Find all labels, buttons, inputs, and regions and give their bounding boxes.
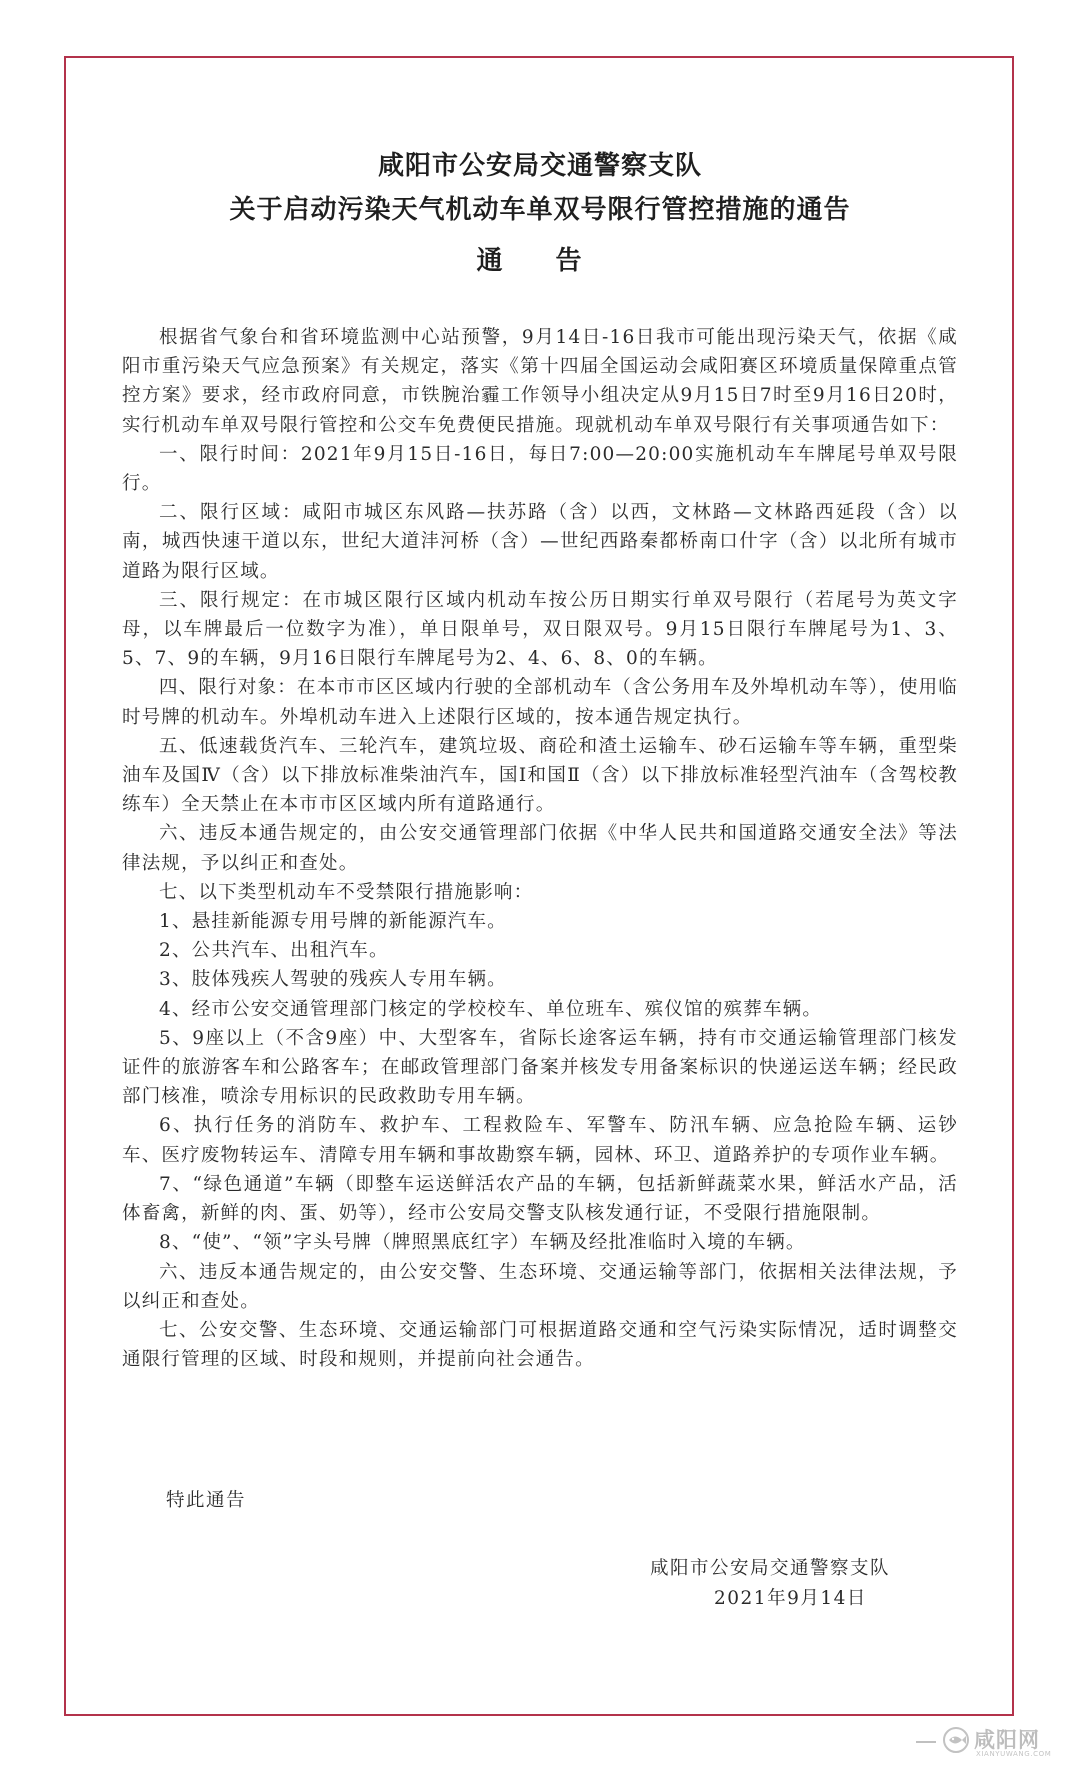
body-paragraph: 5、9座以上（不含9座）中、大型客车，省际长途客运车辆，持有市交通运输管理部门核发证件的旅游客车和公路客车；在邮政管理部门备案并核发专用备案标识的快递运送车辆；经民政部门核准，喷涂专用标识的民政救助专用车辆。: [122, 1027, 958, 1108]
body-paragraph: 六、违反本通告规定的，由公安交通管理部门依据《中华人民共和国道路交通安全法》等法律法规，予以纠正和查处。: [122, 823, 958, 874]
notice-heading: 通 告: [476, 246, 604, 276]
body-paragraph: 二、限行区域：咸阳市城区东风路—扶苏路（含）以西，文林路—文林路西延段（含）以南，城西快速干道以东，世纪大道沣河桥（含）—世纪西路秦都桥南口什字（含）以北所有城市道路为限行区域。: [122, 502, 958, 582]
signature-block: [650, 1554, 950, 1614]
body-paragraph: 一、限行时间：2021年9月15日-16日，每日7:00—20:00实施机动车车牌尾号单双号限行。: [122, 443, 958, 495]
notice-body: [122, 323, 958, 1374]
site-watermark: [916, 1723, 1066, 1761]
body-paragraph: 1、悬挂新能源专用号牌的新能源汽车。: [159, 911, 507, 933]
body-paragraph: 四、限行对象：在本市市区区域内行驶的全部机动车（含公务用车及外埠机动车等），使用临时号牌的机动车。外埠机动车进入上述限行区域的，按本通告规定执行。: [122, 677, 958, 728]
document-header: [0, 144, 1080, 277]
body-paragraph: 4、经市公安交通管理部门核定的学校校车、单位班车、殡仪馆的殡葬车辆。: [159, 998, 823, 1020]
document-title-issuer: 咸阳市公安局交通警察支队: [377, 151, 702, 181]
body-paragraph: 七、以下类型机动车不受禁限行措施影响：: [159, 881, 534, 903]
body-paragraph: 3、肢体残疾人驾驶的残疾人专用车辆。: [159, 969, 507, 991]
body-paragraph: 7、“绿色通道”车辆（即整车运送鲜活农产品的车辆，包括新鲜蔬菜水果，鲜活水产品，活体畜禽，新鲜的肉、蛋、奶等），经市公安局交警支队核发通行证，不受限行措施限制。: [122, 1173, 958, 1225]
watermark-dash: [916, 1741, 936, 1743]
body-paragraph: 七、公安交警、生态环境、交通运输部门可根据道路交通和空气污染实际情况，适时调整交通限行管理的区域、时段和规则，并提前向社会通告。: [122, 1319, 958, 1371]
body-paragraph: 三、限行规定：在市城区限行区域内机动车按公历日期实行单双号限行（若尾号为英文字母，以车牌最后一位数字为准），单日限单号，双日限双号。9月15日限行车牌尾号为1、3、5、7、9的车辆，9月16日限行车牌尾号为2、4、6、8、0的车辆。: [122, 589, 958, 670]
body-paragraph: 6、执行任务的消防车、救护车、工程救险车、军警车、防汛车辆、应急抢险车辆、运钞车、医疗废物转运车、清障专用车辆和事故勘察车辆，园林、环卫、道路养护的专项作业车辆。: [122, 1115, 958, 1166]
body-paragraph: 8、“使”、“领”字头号牌（牌照黑底红字）车辆及经批准临时入境的车辆。: [159, 1232, 806, 1254]
body-paragraph: 根据省气象台和省环境监测中心站预警，9月14日-16日我市可能出现污染天气，依据《咸阳市重污染天气应急预案》有关规定，落实《第十四届全国运动会咸阳赛区环境质量保障重点管控方案》要求，经市政府同意，市铁腕治霾工作领导小组决定从9月15日7时至9月16日20时，实行机动车单双号限行管控和公交车免费便民措施。现就机动车单双号限行有关事项通告如下：: [122, 327, 958, 436]
fish-logo-icon: [942, 1726, 970, 1754]
watermark-site-name: 咸阳网: [974, 1728, 1040, 1752]
signature-organization: 咸阳市公安局交通警察支队: [650, 1558, 891, 1579]
body-paragraph: 六、违反本通告规定的，由公安交警、生态环境、交通运输等部门，依据相关法律法规，予以纠正和查处。: [122, 1261, 958, 1312]
body-paragraph: 2、公共汽车、出租汽车。: [159, 940, 389, 962]
document-title-subject: 关于启动污染天气机动车单双号限行管控措施的通告: [229, 195, 851, 225]
body-paragraph: 五、低速载货汽车、三轮汽车，建筑垃圾、商砼和渣土运输车、砂石运输车等车辆，重型柴油车及国Ⅳ（含）以下排放标准柴油汽车，国Ⅰ和国Ⅱ（含）以下排放标准轻型汽油车（含驾校教练车）全天禁止在本市市区区域内所有道路通行。: [122, 735, 958, 816]
signature-date: 2021年9月14日: [714, 1588, 867, 1609]
watermark-site-url: XIANYUWANG.COM: [976, 1750, 1052, 1758]
closing-remark: 特此通告: [166, 1490, 247, 1511]
